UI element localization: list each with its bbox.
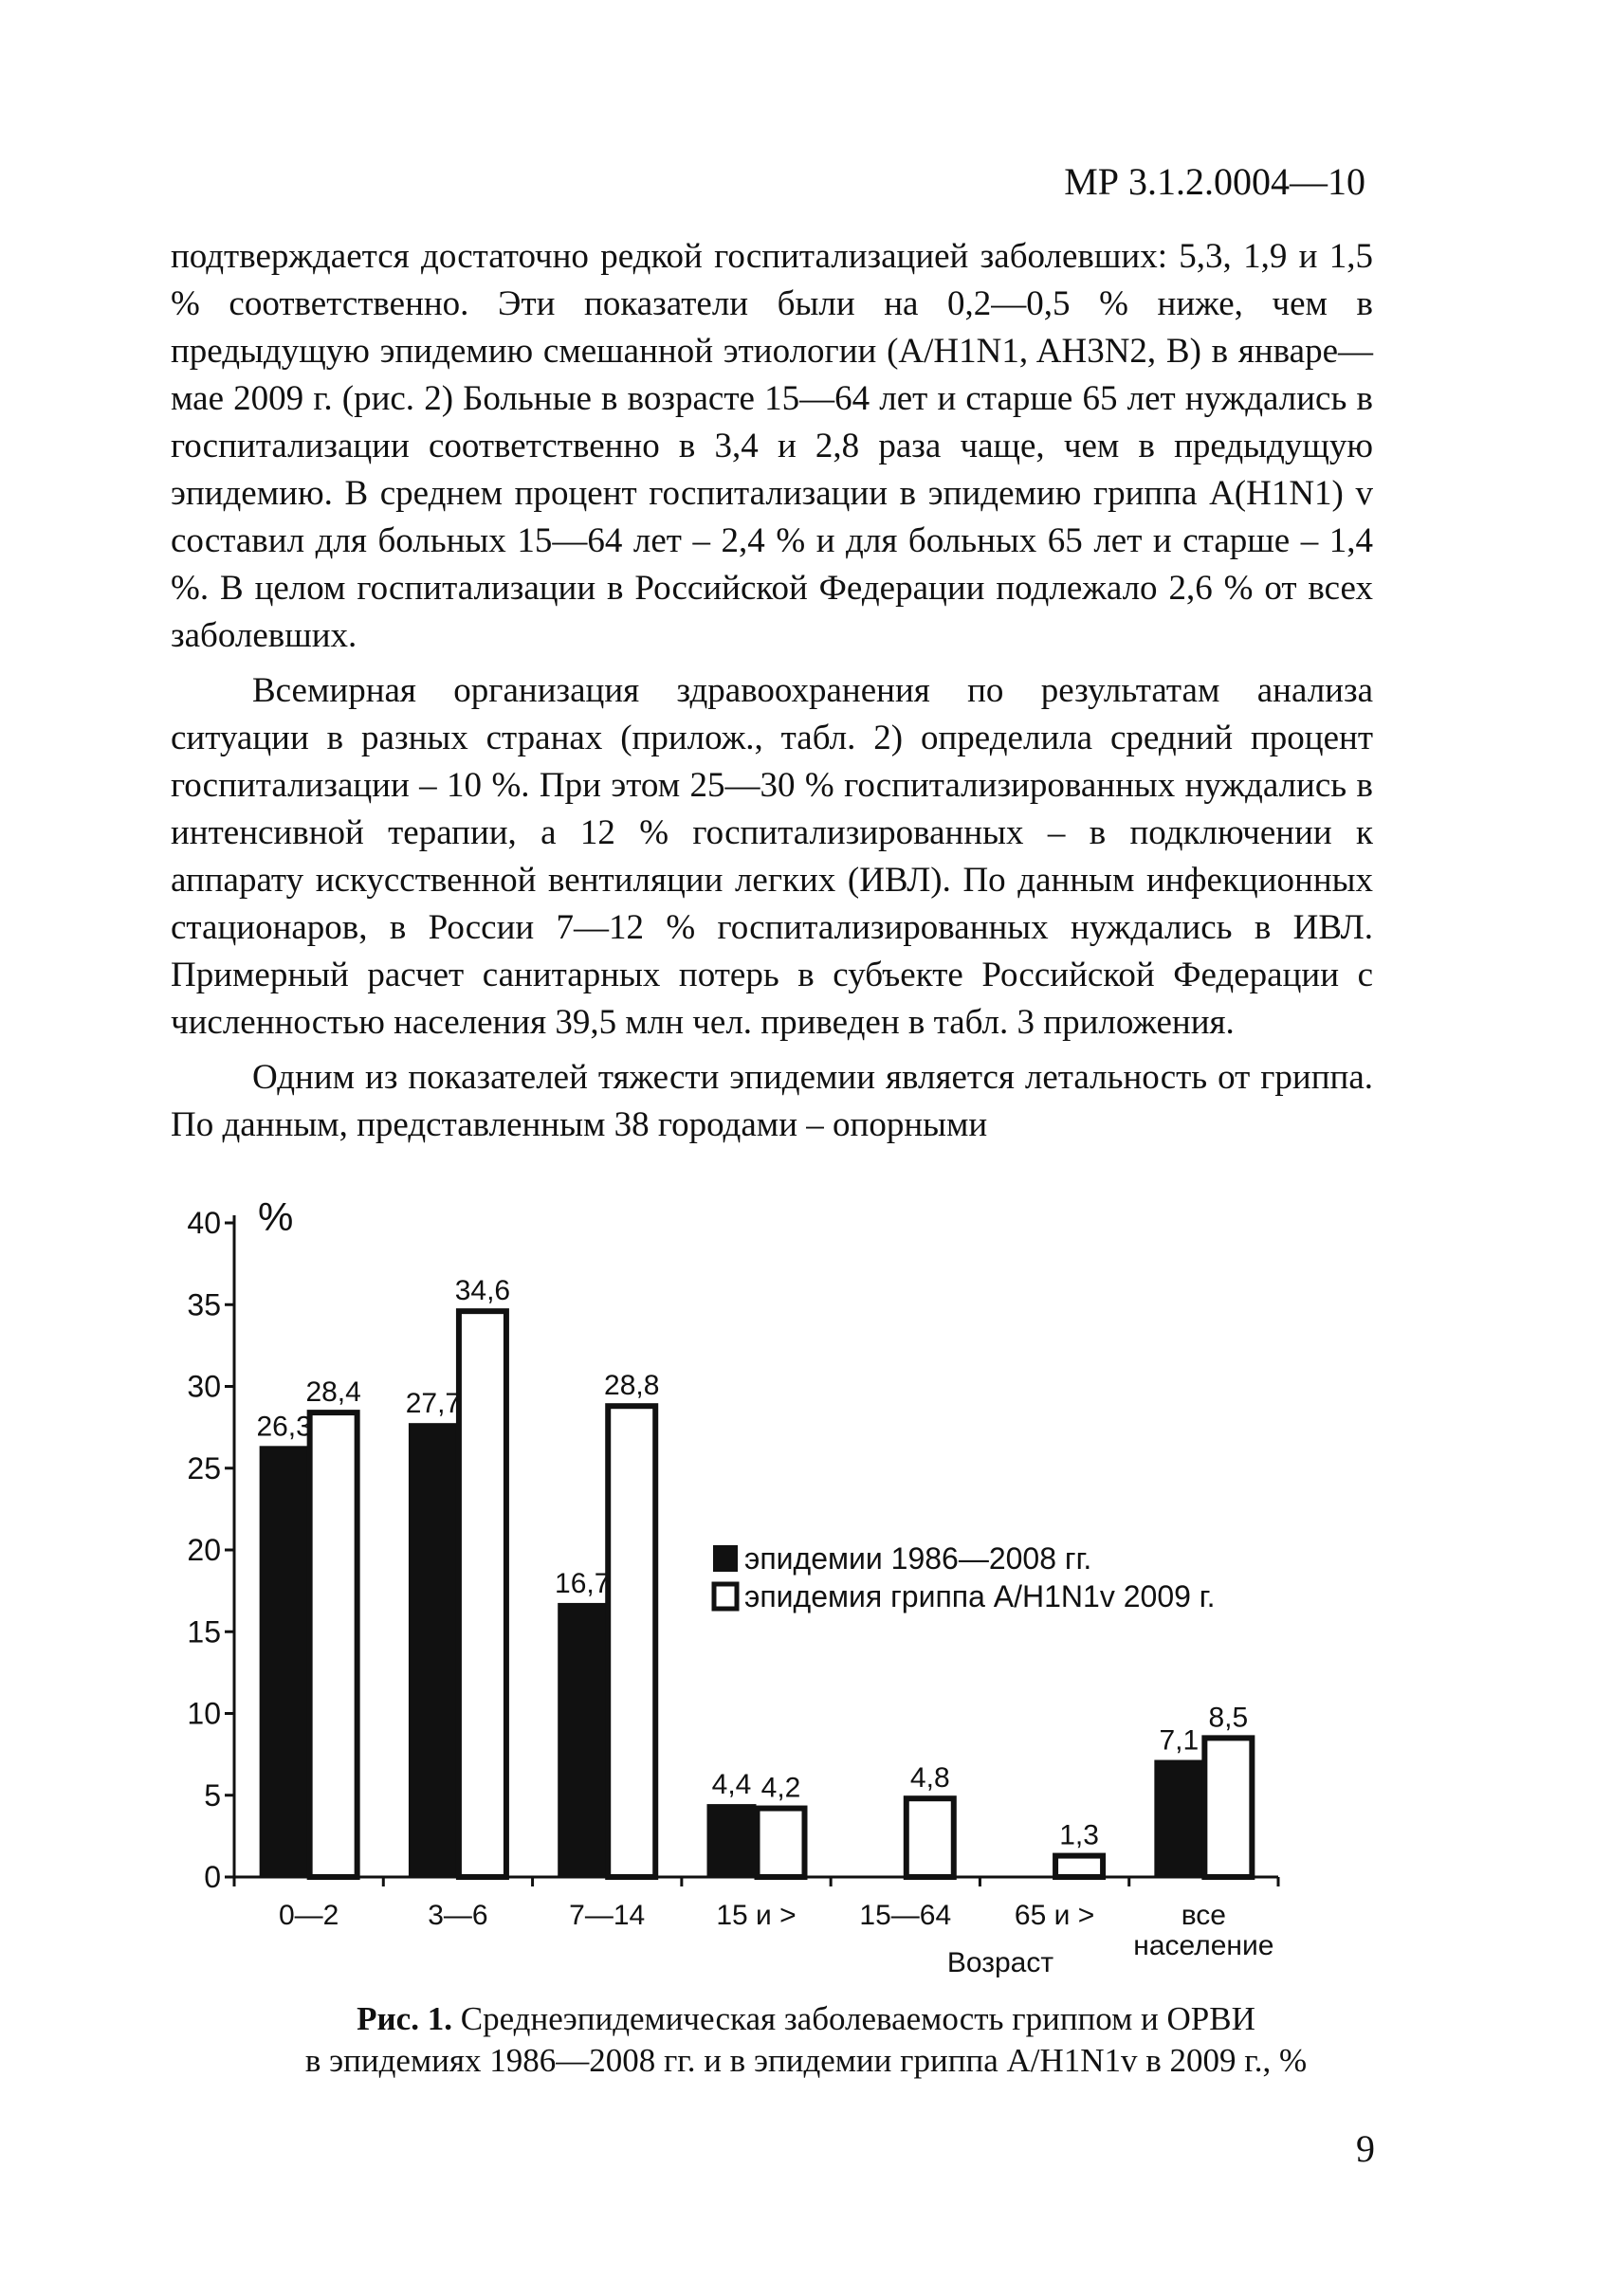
figure-1 (161, 1175, 1394, 1991)
bar-value-label: 34,6 (454, 1275, 511, 1307)
bar-series-2009 (1204, 1738, 1252, 1877)
bar-series-1986-2008 (559, 1604, 606, 1877)
bar-series-1986-2008 (1155, 1761, 1202, 1877)
bar-value-label: 4,2 (760, 1772, 801, 1804)
x-tick-label: 65 и > (1014, 1900, 1095, 1931)
bar-value-label: 28,4 (305, 1376, 361, 1409)
y-tick-label: 40 (187, 1206, 221, 1240)
legend-swatch (714, 1546, 737, 1571)
y-tick-label: 25 (187, 1450, 221, 1485)
bar-value-label: 16,7 (555, 1567, 611, 1599)
bar-series-2009 (1055, 1856, 1103, 1877)
paragraph-2: Всемирная организация здравоохранения по результатам анализа ситуации в разных странах (прилож., табл. 2) определила средний процент госпитализации – 10 %. При этом 25—30 % госпитализированных нуждались в интенсивной терапии, а 12 % госпитализированных – в подключении к аппарату искусственной вентиляции легких (ИВЛ). По данным инфекционных стационаров, в России 7—12 % госпитализированных нуждались в ИВЛ. Примерный расчет санитарных потерь в субъекте Российской Федерации с численностью населения 39,5 млн чел. приведен в табл. 3 приложения. (171, 671, 1373, 1042)
bar-series-1986-2008 (410, 1424, 457, 1877)
bar-value-label: 7,1 (1159, 1724, 1200, 1757)
y-axis-label: % (258, 1194, 294, 1239)
caption-line-1 (142, 1998, 1470, 2040)
x-tick-label: 15—64 (859, 1900, 952, 1931)
x-tick-label: 15 и > (716, 1900, 797, 1931)
y-tick-label: 30 (187, 1369, 221, 1404)
bar-series-2009 (758, 1809, 805, 1877)
bar-value-label: 4,4 (711, 1769, 752, 1801)
bar-value-label: 4,8 (909, 1762, 950, 1795)
bar-value-label: 28,8 (604, 1370, 660, 1402)
bar-series-1986-2008 (708, 1805, 756, 1877)
document-code-header: МР 3.1.2.0004—10 (1064, 160, 1365, 203)
bar-value-label: 8,5 (1208, 1702, 1249, 1734)
x-axis (234, 1877, 1278, 1961)
y-tick-label: 20 (187, 1533, 221, 1567)
y-tick-label: 35 (187, 1287, 221, 1322)
paragraph-3: Одним из показателей тяжести эпидемии является летальность от гриппа. По данным, представленным 38 городами – опорными (171, 1058, 1373, 1144)
y-axis (187, 1206, 234, 1894)
bar-series-2009 (608, 1406, 655, 1877)
y-tick-label: 15 (187, 1614, 221, 1649)
bar-series-2009 (310, 1412, 357, 1877)
y-tick-label: 10 (187, 1696, 221, 1731)
page-number: 9 (1356, 2127, 1375, 2170)
x-tick-label: 0—2 (278, 1900, 339, 1931)
bar-chart (161, 1175, 1394, 1991)
caption-prefix: Рис. 1. (357, 2000, 452, 2037)
legend-label: эпидемия гриппа A/H1N1v 2009 г. (744, 1579, 1216, 1613)
bar-value-label: 26,3 (256, 1411, 312, 1443)
caption-title: Среднеэпидемическая заболеваемость гриппом и ОРВИ (451, 2000, 1255, 2037)
bar-series-2009 (459, 1311, 506, 1877)
x-tick-label: 3—6 (428, 1900, 488, 1931)
bar-value-label: 1,3 (1059, 1819, 1099, 1851)
caption-line-2: в эпидемиях 1986—2008 гг. и в эпидемии гриппа A/H1N1v в 2009 г., % (304, 2042, 1308, 2079)
paragraph-1: подтверждается достаточно редкой госпитализацией заболевших: 5,3, 1,9 и 1,5 % соответственно. Эти показатели были на 0,2—0,5 % ниже, чем в предыдущую эпидемию смешанной этиологии (A/H1N1, AH3N2, B) в январе—мае 2009 г. (рис. 2) Больные в возрасте 15—64 лет и старше 65 лет нуждались в госпитализации соответственно в 3,4 и 2,8 раза чаще, чем в предыдущую эпидемию. В среднем процент госпитализации в эпидемию гриппа A(H1N1) v составил для больных 15—64 лет – 2,4 % и для больных 65 лет и старше – 1,4 %. В целом госпитализации в Российской Федерации подлежало 2,6 % от всех заболевших. (171, 237, 1373, 655)
figure-caption (142, 1998, 1470, 2082)
x-tick-label: 7—14 (569, 1900, 646, 1931)
y-tick-label: 5 (204, 1777, 221, 1813)
legend-label: эпидемии 1986—2008 гг. (744, 1541, 1092, 1576)
chart-legend (714, 1541, 1215, 1613)
x-tick-label: все население (1133, 1900, 1274, 1961)
x-axis-label: Возраст (946, 1947, 1054, 1978)
bar-series-1986-2008 (261, 1447, 308, 1877)
bar-value-label: 27,7 (405, 1388, 462, 1420)
bar-series-2009 (907, 1798, 954, 1877)
legend-swatch (714, 1584, 737, 1609)
y-tick-label: 0 (204, 1860, 221, 1894)
body-text (171, 233, 1373, 1149)
